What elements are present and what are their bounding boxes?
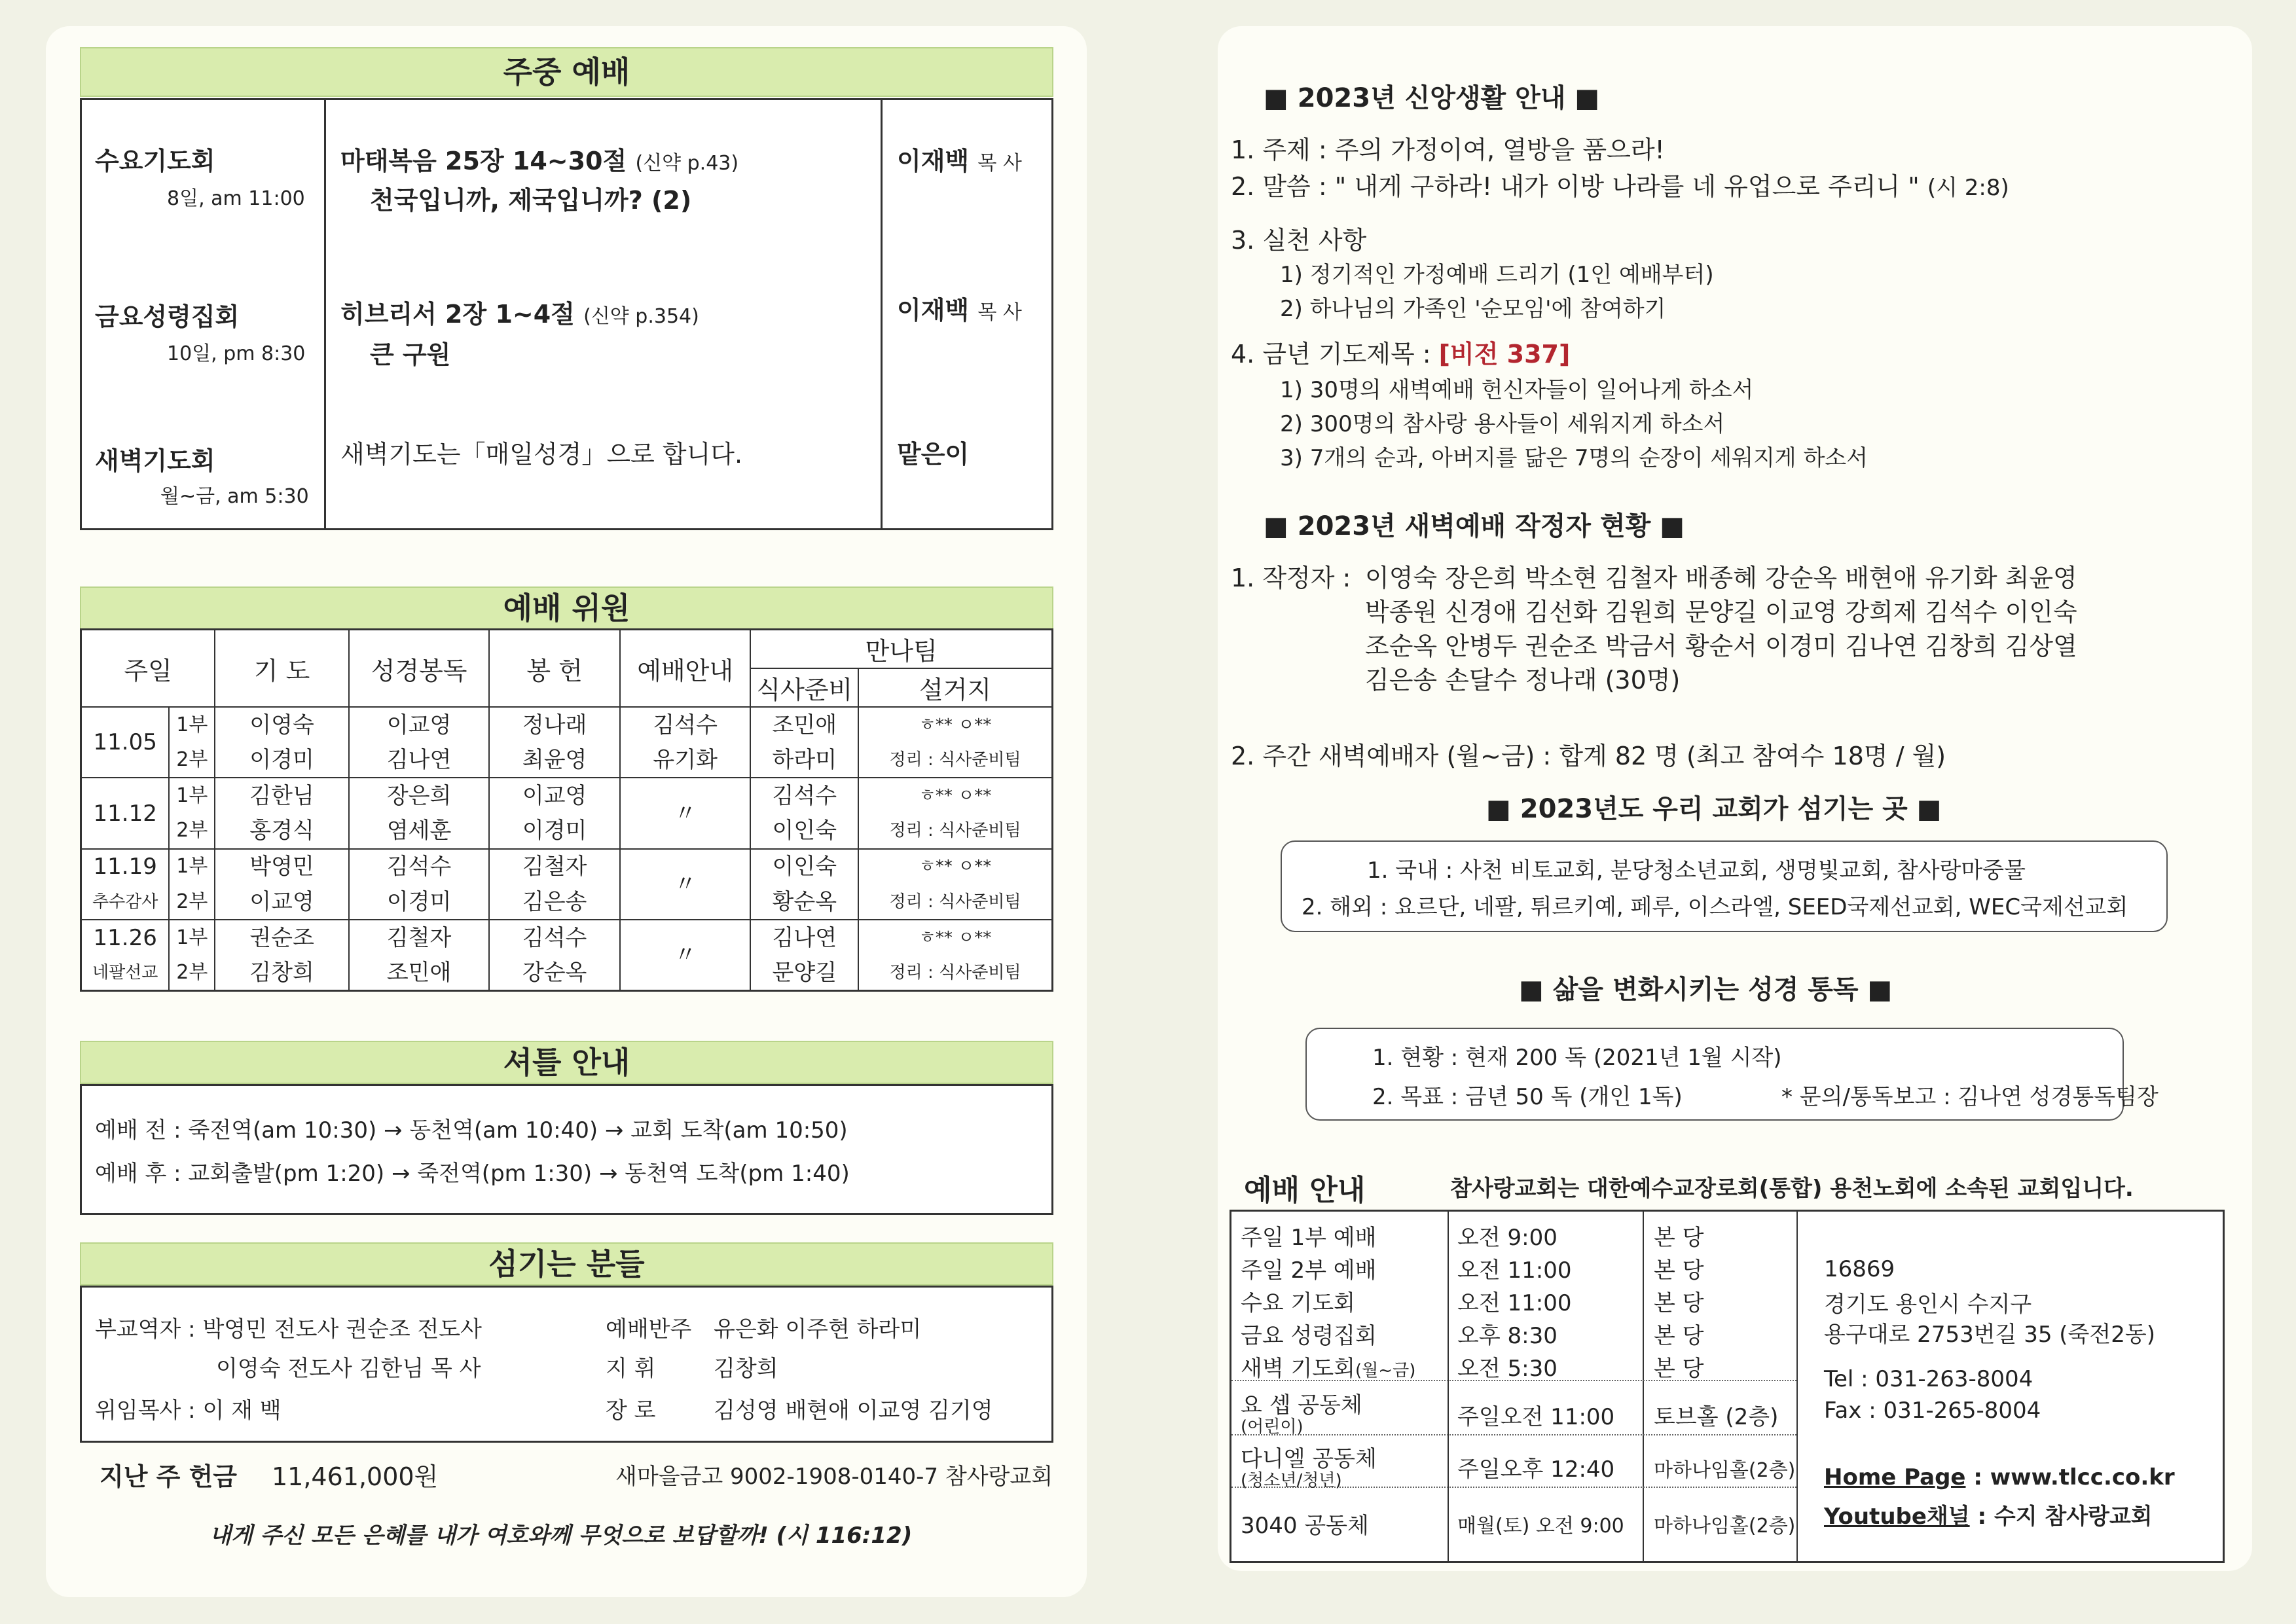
service-time: 매월(토) 오전 9:00 [1457, 1515, 1624, 1538]
accompanist-value: 유은화 이주현 하라미 [714, 1316, 922, 1343]
table-row [81, 849, 1053, 920]
elders-label: 장 로 [606, 1398, 656, 1424]
part-2: 2부 [176, 819, 208, 842]
offering-account: 새마을금고 9002-1908-0140-7 참사랑교회 [615, 1464, 1053, 1490]
homepage-link[interactable]: Home Page : www.tlcc.co.kr [1824, 1464, 2175, 1490]
square-icon: ■ [1867, 975, 1893, 1005]
guide-name: 〃 [674, 800, 697, 827]
service-name: 주일 1부 예배 [1241, 1225, 1377, 1251]
header-reading: 성경봉독 [349, 630, 490, 708]
service-name: 주일 2부 예배 [1241, 1257, 1377, 1284]
service-time: 오전 9:00 [1457, 1225, 1558, 1251]
guide-name: 〃 [674, 871, 697, 897]
dish-name: ㅎ** ㅇ** [919, 715, 992, 735]
worship-time: 10일, pm 8:30 [167, 342, 306, 365]
table-row [81, 920, 1053, 990]
row-note: 네팔선교 [92, 962, 158, 983]
prayer-3: 3) 7개의 순과, 아버지를 닮은 7명의 순장이 세워지게 하소서 [1280, 445, 1868, 471]
service-time: 오전 11:00 [1457, 1290, 1572, 1316]
service-name: 3040 공동체 [1241, 1513, 1369, 1539]
square-icon: ■ [1264, 511, 1288, 541]
offering-name: 김석수 [522, 924, 587, 951]
service-time: 오전 5:30 [1457, 1356, 1558, 1382]
header-offering: 봉 헌 [489, 630, 620, 708]
reading-name: 이교영 [386, 712, 452, 738]
row-date: 11.26 [93, 924, 157, 951]
staff-title: 예배 위원 [80, 586, 1053, 630]
square-icon: ■ [1486, 794, 1511, 824]
service-place: 토브홀 (2층) [1654, 1404, 1779, 1430]
offering-name: 최윤영 [522, 746, 587, 773]
shuttle-box [80, 1084, 1053, 1215]
header-date: 주일 [81, 630, 215, 708]
row-date: 11.05 [93, 729, 157, 756]
worship-title: 주중 예배 [80, 47, 1053, 97]
services-title: 예배 안내 [1244, 1174, 1366, 1207]
sermon-title: 큰 구원 [370, 340, 451, 369]
reading-contact: * 문의/통독보고 : 김나연 성경통독팀장 [1781, 1084, 2159, 1110]
service-name: 요 셉 공동체 [1241, 1392, 1362, 1418]
row-date: 11.12 [93, 800, 157, 827]
part-2: 2부 [176, 960, 208, 984]
prayer-name: 김창희 [249, 959, 314, 986]
worship-time: 8일, am 11:00 [167, 187, 305, 210]
header-guide: 예배안내 [620, 630, 751, 708]
worship-name: 금요성령집회 [95, 302, 240, 331]
address-line-1: 경기도 용인시 수지구 [1824, 1291, 2032, 1318]
faith-word: 2. 말씀 : " 내게 구하라! 내가 이방 나라를 네 유업으로 주리니 " (시 2:8) [1231, 172, 2009, 201]
practice-2: 2) 하나님의 가족인 '순모임'에 참여하기 [1280, 296, 1666, 322]
reading-name: 김나연 [386, 746, 452, 773]
part-1: 1부 [176, 784, 208, 807]
vision-tag: [비전 337] [1438, 340, 1571, 369]
dawn-title: ■ 2023년 새벽예배 작정자 현황 ■ [1264, 511, 1685, 541]
prayer-name: 홍경식 [249, 818, 314, 844]
servants-title: 섬기는 분들 [80, 1242, 1053, 1286]
offering-label: 지난 주 헌금 [100, 1462, 237, 1491]
table-row [81, 707, 1053, 778]
worship-passage: 마태복음 25장 14~30절 (신약 p.43) [340, 147, 739, 175]
row-date: 11.19 [93, 854, 157, 880]
guide-name: 〃 [674, 942, 697, 969]
part-1: 1부 [176, 926, 208, 949]
offering-name: 강순옥 [522, 959, 587, 986]
reading-box [1305, 1028, 2159, 1121]
worship-passage: 새벽기도는「매일성경」으로 합니다. [340, 440, 743, 469]
table-row [81, 778, 1053, 848]
square-icon: ■ [1575, 83, 1600, 113]
shuttle-title: 셔틀 안내 [80, 1041, 1053, 1084]
prayer-name: 이교영 [249, 888, 314, 915]
service-place: 마하나임홀(2층) [1654, 1459, 1796, 1482]
serve-title: ■ 2023년도 우리 교회가 섬기는 곳 ■ [1486, 794, 1942, 824]
offering-name: 정나래 [522, 712, 587, 738]
dish-note: 정리 : 식사준비팀 [889, 821, 1021, 841]
guide-name: 김석수 [653, 712, 718, 738]
prayer-name: 이경미 [249, 746, 314, 773]
reading-name: 김철자 [386, 924, 452, 951]
shuttle-before: 예배 전 : 죽전역(am 10:30) → 동천역(am 10:40) → 교회 도착(am 10:50) [95, 1117, 848, 1144]
row-note: 추수감사 [92, 892, 158, 912]
left-page [46, 26, 1087, 1597]
dish-name: ㅎ** ㅇ** [919, 857, 992, 877]
service-name: 다니엘 공동체 [1241, 1446, 1377, 1472]
service-sub: (어린이) [1241, 1417, 1303, 1437]
worship-time: 월~금, am 5:30 [160, 485, 309, 508]
preacher: 이재백 목 사 [897, 147, 1022, 175]
elders-value: 김성영 배현애 이교영 김기영 [714, 1398, 993, 1424]
meal-name: 김석수 [772, 782, 837, 809]
service-sub: (청소년/청년) [1241, 1471, 1342, 1490]
offering-name: 김은송 [522, 888, 587, 915]
worship-box [80, 98, 1053, 530]
meal-name: 황순옥 [772, 888, 837, 915]
service-place: 본 당 [1654, 1225, 1704, 1251]
offering-amount: 11,461,000원 [272, 1462, 439, 1491]
servants-box [80, 1286, 1053, 1443]
meal-name: 김나연 [772, 924, 837, 951]
square-icon: ■ [1916, 794, 1942, 824]
assistant-ministers: 부교역자 : 박영민 전도사 권순조 전도사 [95, 1316, 482, 1343]
header-meal: 식사준비 [750, 668, 858, 707]
dish-name: ㅎ** ㅇ** [919, 785, 992, 806]
part-1: 1부 [176, 855, 208, 878]
service-name: 새벽 기도회(월~금) [1241, 1356, 1416, 1382]
prayer-name: 이영숙 [249, 712, 314, 738]
dish-name: ㅎ** ㅇ** [919, 928, 992, 948]
reading-name: 염세훈 [386, 818, 452, 844]
prayer-2: 2) 300명의 참사랑 용사들이 세워지게 하소서 [1280, 411, 1725, 437]
preacher: 이재백 목 사 [897, 296, 1022, 325]
meal-name: 하라미 [772, 746, 837, 773]
dawn-names-4: 김은송 손달수 정나래 (30명) [1365, 666, 1681, 695]
phone-number: Tel : 031-263-8004 [1824, 1366, 2033, 1392]
reading-name: 조민애 [386, 959, 452, 986]
dish-note: 정리 : 식사준비팀 [889, 749, 1021, 770]
sermon-title: 천국입니까, 제국입니까? (2) [370, 186, 692, 215]
square-icon: ■ [1264, 83, 1288, 113]
right-page [1218, 26, 2252, 1571]
reading-goal: 2. 목표 : 금년 50 독 (개인 1독) [1372, 1084, 1683, 1110]
reading-name: 장은희 [386, 782, 452, 809]
dawn-label: 1. 작정자 : [1231, 564, 1351, 592]
serve-box [1281, 840, 2168, 932]
postal-code: 16869 [1824, 1256, 1895, 1282]
service-name: 금요 성령집회 [1241, 1323, 1377, 1349]
practice-1: 1) 정기적인 가정예배 드리기 (1인 예배부터) [1280, 262, 1714, 288]
square-icon: ■ [1660, 511, 1685, 541]
service-place: 마하나임홀(2층) [1654, 1515, 1796, 1538]
conductor-label: 지 휘 [606, 1356, 656, 1382]
reading-title: ■ 삶을 변화시키는 성경 통독 ■ [1519, 975, 1893, 1005]
offering-name: 김철자 [522, 854, 587, 880]
church-affiliation: 참사랑교회는 대한예수교장로회(통합) 용천노회에 소속된 교회입니다. [1450, 1176, 2134, 1202]
senior-pastor: 위임목사 : 이 재 백 [95, 1398, 282, 1424]
conductor-value: 김창희 [714, 1356, 778, 1382]
service-place: 본 당 [1654, 1290, 1704, 1316]
square-icon: ■ [1519, 975, 1544, 1005]
dawn-names-2: 박종원 신경애 김선화 김원희 문양길 이교영 강희제 김석수 이인숙 [1365, 598, 2077, 626]
reading-name: 이경미 [386, 888, 452, 915]
offering-name: 이교영 [522, 782, 587, 809]
serve-overseas: 2. 해외 : 요르단, 네팔, 튀르키예, 페루, 이스라엘, SEED국제선교회, WEC국제선교회 [1302, 894, 2128, 920]
service-name: 수요 기도회 [1241, 1290, 1356, 1316]
reading-name: 김석수 [386, 854, 452, 880]
prayer-name: 박영민 [249, 854, 314, 880]
faith-practice: 3. 실천 사항 [1231, 226, 1367, 255]
preacher: 맡은이 [897, 440, 970, 469]
dish-note: 정리 : 식사준비팀 [889, 892, 1021, 912]
service-place: 본 당 [1654, 1356, 1704, 1382]
worship-name: 새벽기도회 [95, 446, 215, 475]
meal-name: 이인숙 [772, 818, 837, 844]
faith-theme: 1. 주제 : 주의 가정이여, 열방을 품으라! [1231, 135, 1665, 164]
dawn-names-3: 조순옥 안병두 권순조 박금서 황순서 이경미 김나연 김창희 김상열 [1365, 632, 2077, 660]
header-dish: 설거지 [858, 668, 1052, 707]
part-2: 2부 [176, 748, 208, 771]
part-2: 2부 [176, 890, 208, 913]
prayer-topic: 4. 금년 기도제목 : [비전 337] [1231, 340, 1571, 369]
prayer-name: 권순조 [249, 924, 314, 951]
dish-note: 정리 : 식사준비팀 [889, 962, 1021, 983]
assistant-ministers-2: 이영숙 전도사 김한님 목 사 [216, 1356, 481, 1382]
header-prayer: 기 도 [215, 630, 349, 708]
shuttle-after: 예배 후 : 교회출발(pm 1:20) → 죽전역(pm 1:30) → 동천역 도착(pm 1:40) [95, 1161, 850, 1187]
fax-number: Fax : 031-265-8004 [1824, 1398, 2041, 1424]
reading-status: 1. 현황 : 현재 200 독 (2021년 1월 시작) [1372, 1045, 1782, 1071]
meal-name: 문양길 [772, 959, 837, 986]
service-time: 오전 11:00 [1457, 1257, 1572, 1284]
service-place: 본 당 [1654, 1323, 1704, 1349]
meal-name: 조민애 [772, 712, 837, 738]
meal-name: 이인숙 [772, 854, 837, 880]
staff-table [80, 628, 1053, 992]
header-manna: 만나팀 [750, 630, 1052, 668]
service-place: 본 당 [1654, 1257, 1704, 1284]
guide-name: 유기화 [653, 746, 718, 773]
prayer-name: 김한님 [249, 782, 314, 809]
faith-title: ■ 2023년 신앙생활 안내 ■ [1264, 83, 1600, 113]
dawn-weekly: 2. 주간 새벽예배자 (월~금) : 합계 82 명 (최고 참여수 18명 / 월) [1231, 742, 1946, 770]
service-time: 오후 8:30 [1457, 1323, 1558, 1349]
service-time: 주일오전 11:00 [1457, 1404, 1615, 1430]
serve-domestic: 1. 국내 : 사천 비토교회, 분당청소년교회, 생명빛교회, 참사랑마중물 [1367, 857, 2026, 884]
services-box [1230, 1210, 2225, 1563]
address-line-2: 용구대로 2753번길 35 (죽전2동) [1824, 1322, 2155, 1348]
worship-passage: 히브리서 2장 1~4절 (신약 p.354) [340, 300, 699, 329]
prayer-1: 1) 30명의 새벽예배 헌신자들이 일어나게 하소서 [1280, 377, 1754, 403]
dawn-names-1: 이영숙 장은희 박소현 김철자 배종혜 강순옥 배현애 유기화 최윤영 [1365, 564, 2077, 592]
offering-name: 이경미 [522, 818, 587, 844]
worship-name: 수요기도회 [95, 147, 215, 175]
service-time: 주일오후 12:40 [1457, 1456, 1615, 1483]
part-1: 1부 [176, 713, 208, 736]
closing-verse: 내게 주신 모든 은혜를 내가 여호와께 무엇으로 보답할까! (시 116:12) [210, 1523, 913, 1549]
youtube-link[interactable]: Youtube채널 : 수지 참사랑교회 [1824, 1504, 2153, 1530]
accompanist-label: 예배반주 [606, 1316, 692, 1343]
